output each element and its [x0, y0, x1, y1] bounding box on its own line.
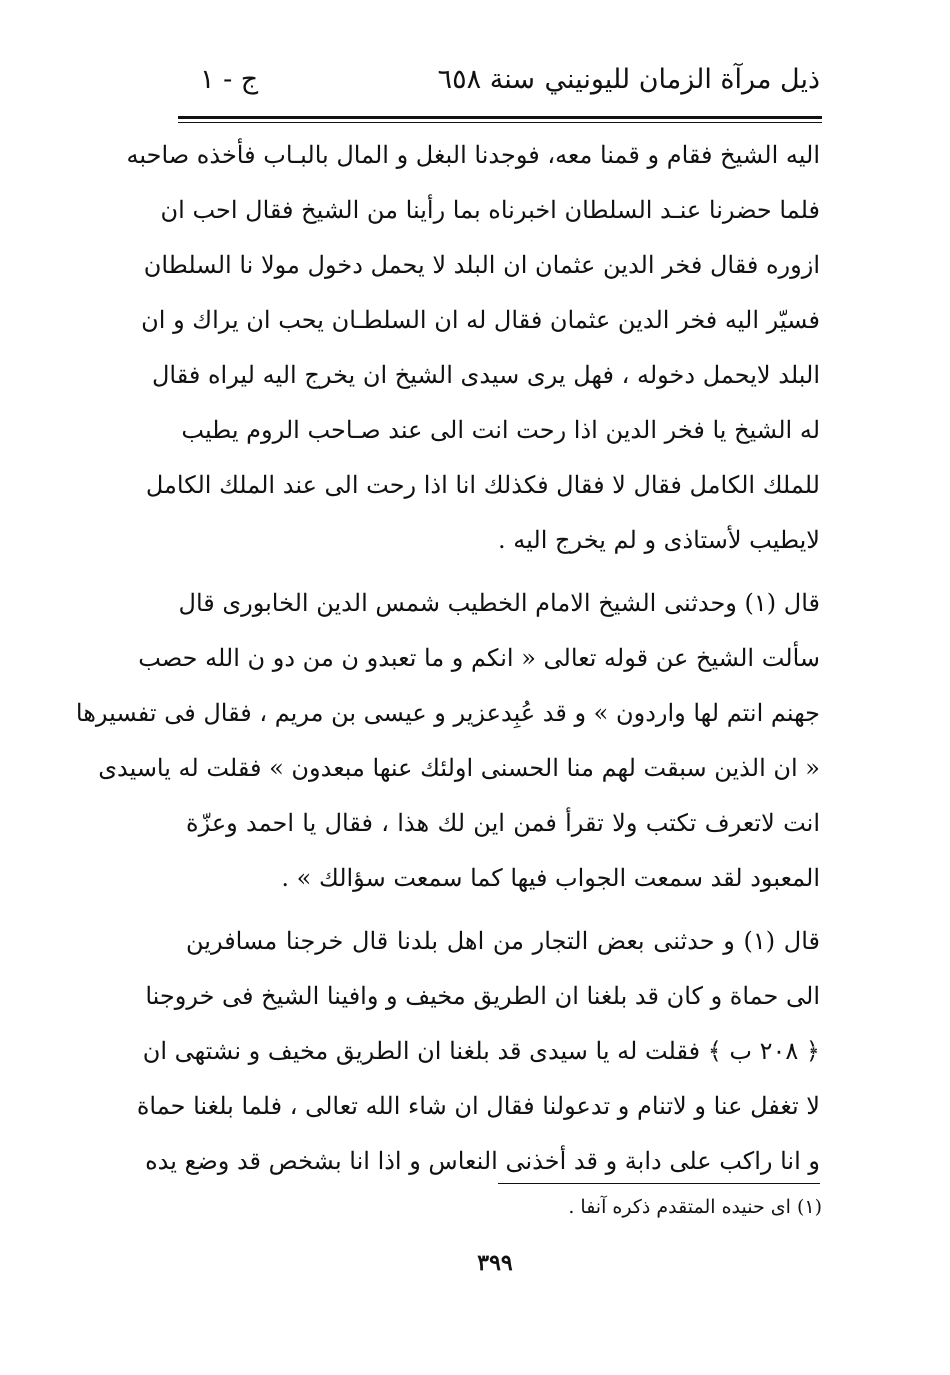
text-line: له الشيخ يا فخر الدين اذا رحت انت الى عند صـاحب الروم يطيب [181, 416, 820, 444]
text-line: قال (١) و حدثنى بعض التجار من اهل بلدنا قال خرجنا مسافرين [186, 927, 821, 955]
text-line: فلما حضرنا عنـد السلطان اخبرناه بما رأينا من الشيخ فقال احب ان [160, 196, 820, 224]
header-year: سنة ٦٥٨ [437, 64, 535, 95]
text-line: انت لاتعرف تكتب ولا تقرأ فمن اين لك هذا ، فقال يا احمد وعزّة [186, 809, 821, 837]
text-line: و انا راكب على دابة و قد أخذنى النعاس و اذا انا بشخص قد وضع يده [145, 1147, 820, 1175]
header-rule-thin [178, 122, 822, 123]
text-line: ازوره فقال فخر الدين عثمان ان البلد لا يحمل دخول مولا نا السلطان [143, 251, 820, 279]
footnote: (١) اى حنيده المتقدم ذكره آنفا . [568, 1196, 822, 1218]
paragraph-3 [136, 914, 821, 1189]
text-line: لايطيب لأستاذى و لم يخرج اليه . [498, 526, 820, 554]
text-line: الى حماة و كان قد بلغنا ان الطريق مخيف و وافينا الشيخ فى خروجنا [145, 982, 820, 1010]
text-line: المعبود لقد سمعت الجواب فيها كما سمعت سؤالك » . [281, 864, 820, 892]
text-line: جهنم انتم لها واردون » و قد عُبِدعزير و عيسى بن مريم ، فقال فى تفسيرها [75, 699, 820, 727]
text-line: سألت الشيخ عن قوله تعالى « انكم و ما تعبدو ن من دو ن الله حصب [138, 644, 820, 672]
paragraph-1 [126, 128, 820, 568]
footnote-rule [498, 1183, 820, 1184]
text-line: للملك الكامل فقال لا فقال فكذلك انا اذا رحت الى عند الملك الكامل [145, 471, 820, 499]
body-text [75, 128, 821, 1189]
text-line: فسيّر اليه فخر الدين عثمان فقال له ان السلطـان يحب ان يراك و ان [141, 306, 820, 334]
header-volume: ج - ١ [200, 64, 259, 95]
text-line: « ان الذين سبقت لهم منا الحسنى اولئك عنها مبعدون » فقلت له ياسيدى [98, 754, 820, 782]
paragraph-2 [75, 576, 821, 906]
text-line: ﴿ ٢٠٨ ب ﴾ فقلت له يا سيدى قد بلغنا ان الطريق مخيف و نشتهى ان [142, 1037, 820, 1065]
text-line: لا تغفل عنا و لاتنام و تدعولنا فقال ان شاء الله تعالى ، فلما بلغنا حماة [136, 1092, 820, 1120]
page-number: ٣٩٩ [477, 1250, 513, 1276]
header-title: ذيل مرآة الزمان لليونيني [544, 64, 820, 95]
text-line: قال (١) وحدثنى الشيخ الامام الخطيب شمس الدين الخابورى قال [178, 589, 820, 617]
text-line: اليه الشيخ فقام و قمنا معه، فوجدنا البغل و المال بالبـاب فأخذه صاحبه [126, 141, 820, 169]
text-line: البلد لايحمل دخوله ، فهل يرى سيدى الشيخ ان يخرج اليه ليراه فقال [151, 361, 820, 389]
header-rule-thick [178, 116, 822, 119]
running-header [180, 58, 820, 108]
